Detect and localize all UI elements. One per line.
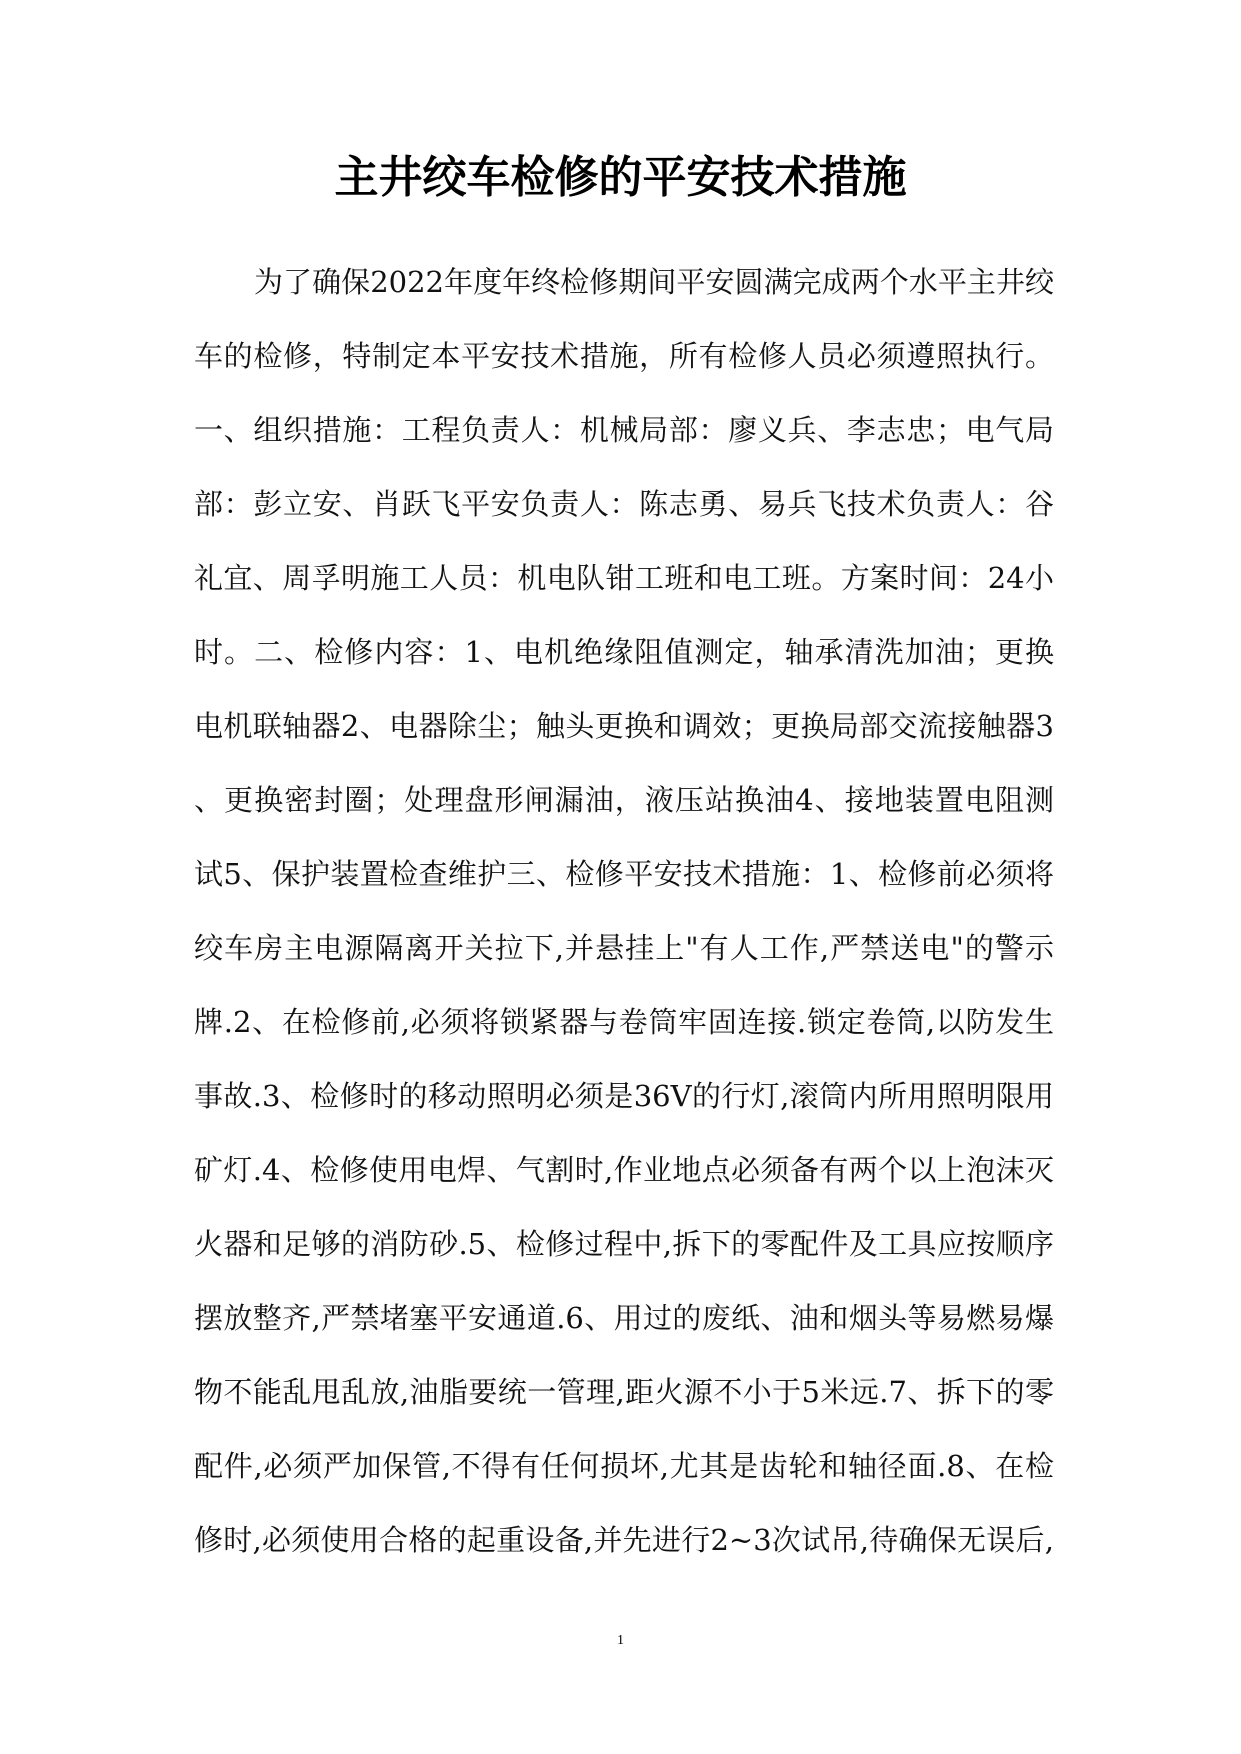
body-line: 绞车房主电源隔离开关拉下,并悬挂上"有人工作,严禁送电"的警示 xyxy=(194,931,1054,965)
body-line: 一、组织措施：工程负责人：机械局部：廖义兵、李志忠；电气局 xyxy=(194,413,1054,447)
body-line: 修时,必须使用合格的起重设备,并先进行2~3次试吊,待确保无误后, xyxy=(194,1523,1054,1557)
body-line: 部：彭立安、肖跃飞平安负责人：陈志勇、易兵飞技术负责人：谷 xyxy=(194,487,1054,521)
document-body xyxy=(194,262,1054,1594)
body-line: 配件,必须严加保管,不得有任何损坏,尤其是齿轮和轴径面.8、在检 xyxy=(194,1449,1054,1483)
body-line: 摆放整齐,严禁堵塞平安通道.6、用过的废纸、油和烟头等易燃易爆 xyxy=(194,1301,1054,1335)
body-line: 矿灯.4、检修使用电焊、气割时,作业地点必须备有两个以上泡沫灭 xyxy=(194,1153,1054,1187)
document-title: 主井绞车检修的平安技术措施 xyxy=(334,152,907,203)
body-line: 礼宜、周孚明施工人员：机电队钳工班和电工班。方案时间：24小 xyxy=(194,561,1054,595)
body-line: 物不能乱甩乱放,油脂要统一管理,距火源不小于5米远.7、拆下的零 xyxy=(194,1375,1054,1409)
body-line: 试5、保护装置检查维护三、检修平安技术措施：1、检修前必须将 xyxy=(194,857,1054,891)
body-line: 事故.3、检修时的移动照明必须是36V的行灯,滚筒内所用照明限用 xyxy=(194,1079,1054,1113)
body-line: 、更换密封圈；处理盘形闸漏油，液压站换油4、接地装置电阻测 xyxy=(194,783,1054,817)
body-line: 电机联轴器2、电器除尘；触头更换和调效；更换局部交流接触器3 xyxy=(194,709,1054,743)
body-line: 牌.2、在检修前,必须将锁紧器与卷筒牢固连接.锁定卷筒,以防发生 xyxy=(194,1005,1054,1039)
body-line: 火器和足够的消防砂.5、检修过程中,拆下的零配件及工具应按顺序 xyxy=(194,1227,1054,1261)
page-number: 1 xyxy=(617,1633,624,1648)
body-line: 时。二、检修内容：1、电机绝缘阻值测定，轴承清洗加油；更换 xyxy=(194,635,1054,669)
body-line: 为了确保2022年度年终检修期间平安圆满完成两个水平主井绞 xyxy=(254,265,1054,299)
body-line: 车的检修，特制定本平安技术措施，所有检修人员必须遵照执行。 xyxy=(194,339,1054,373)
